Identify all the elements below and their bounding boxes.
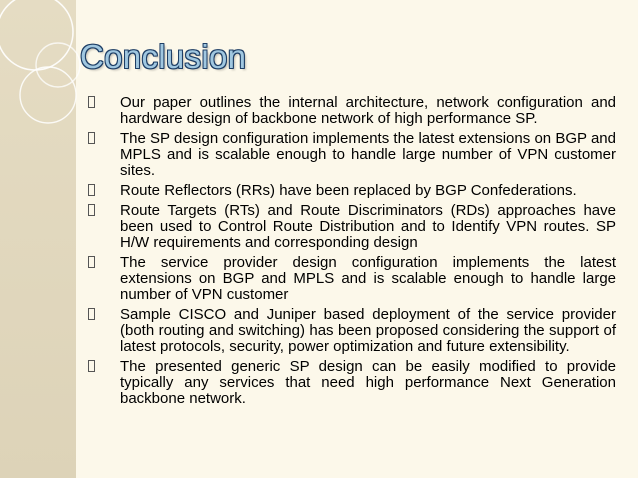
decorative-circle-medium xyxy=(20,67,76,123)
bullet-item xyxy=(88,203,616,251)
bullet-text: The SP design configuration implements the latest extensions on BGP and MPLS and is scalable enough to handle large number of VPN customer sites. xyxy=(120,130,616,179)
bullet-square-icon xyxy=(88,308,95,320)
bullet-text: Route Targets (RTs) and Route Discriminators (RDs) approaches have been used to Control Route Distribution and to Identify VPN routes. SP H/W requirements and corresponding design xyxy=(120,202,616,251)
bullet-text: Our paper outlines the internal architecture, network configuration and hardware design of backbone network of high performance SP. xyxy=(120,94,616,127)
bullet-list xyxy=(88,95,616,411)
bullet-text: The service provider design configuration implements the latest extensions on BGP and MPLS and is scalable enough to handle large number of VPN customer xyxy=(120,254,616,303)
bullet-item xyxy=(88,359,616,407)
bullet-item xyxy=(88,307,616,355)
bullet-item xyxy=(88,255,616,303)
bullet-text: Sample CISCO and Juniper based deployment of the service provider (both routing and switching) has been proposed considering the support of latest protocols, security, power optimization and future extensibility. xyxy=(120,306,616,355)
decorative-circle-small xyxy=(36,43,80,87)
bullet-text: The presented generic SP design can be easily modified to provide typically any services that need high performance Next Generation backbone network. xyxy=(120,358,616,407)
bullet-square-icon xyxy=(88,204,95,216)
bullet-square-icon xyxy=(88,184,95,196)
slide-title: Conclusion xyxy=(80,38,247,75)
bullet-square-icon xyxy=(88,360,95,372)
bullet-square-icon xyxy=(88,96,95,108)
bullet-square-icon xyxy=(88,132,95,144)
bullet-item xyxy=(88,183,616,199)
bullet-square-icon xyxy=(88,256,95,268)
bullet-item xyxy=(88,131,616,179)
bullet-text: Route Reflectors (RRs) have been replaced by BGP Confederations. xyxy=(120,182,577,199)
bullet-item xyxy=(88,95,616,127)
